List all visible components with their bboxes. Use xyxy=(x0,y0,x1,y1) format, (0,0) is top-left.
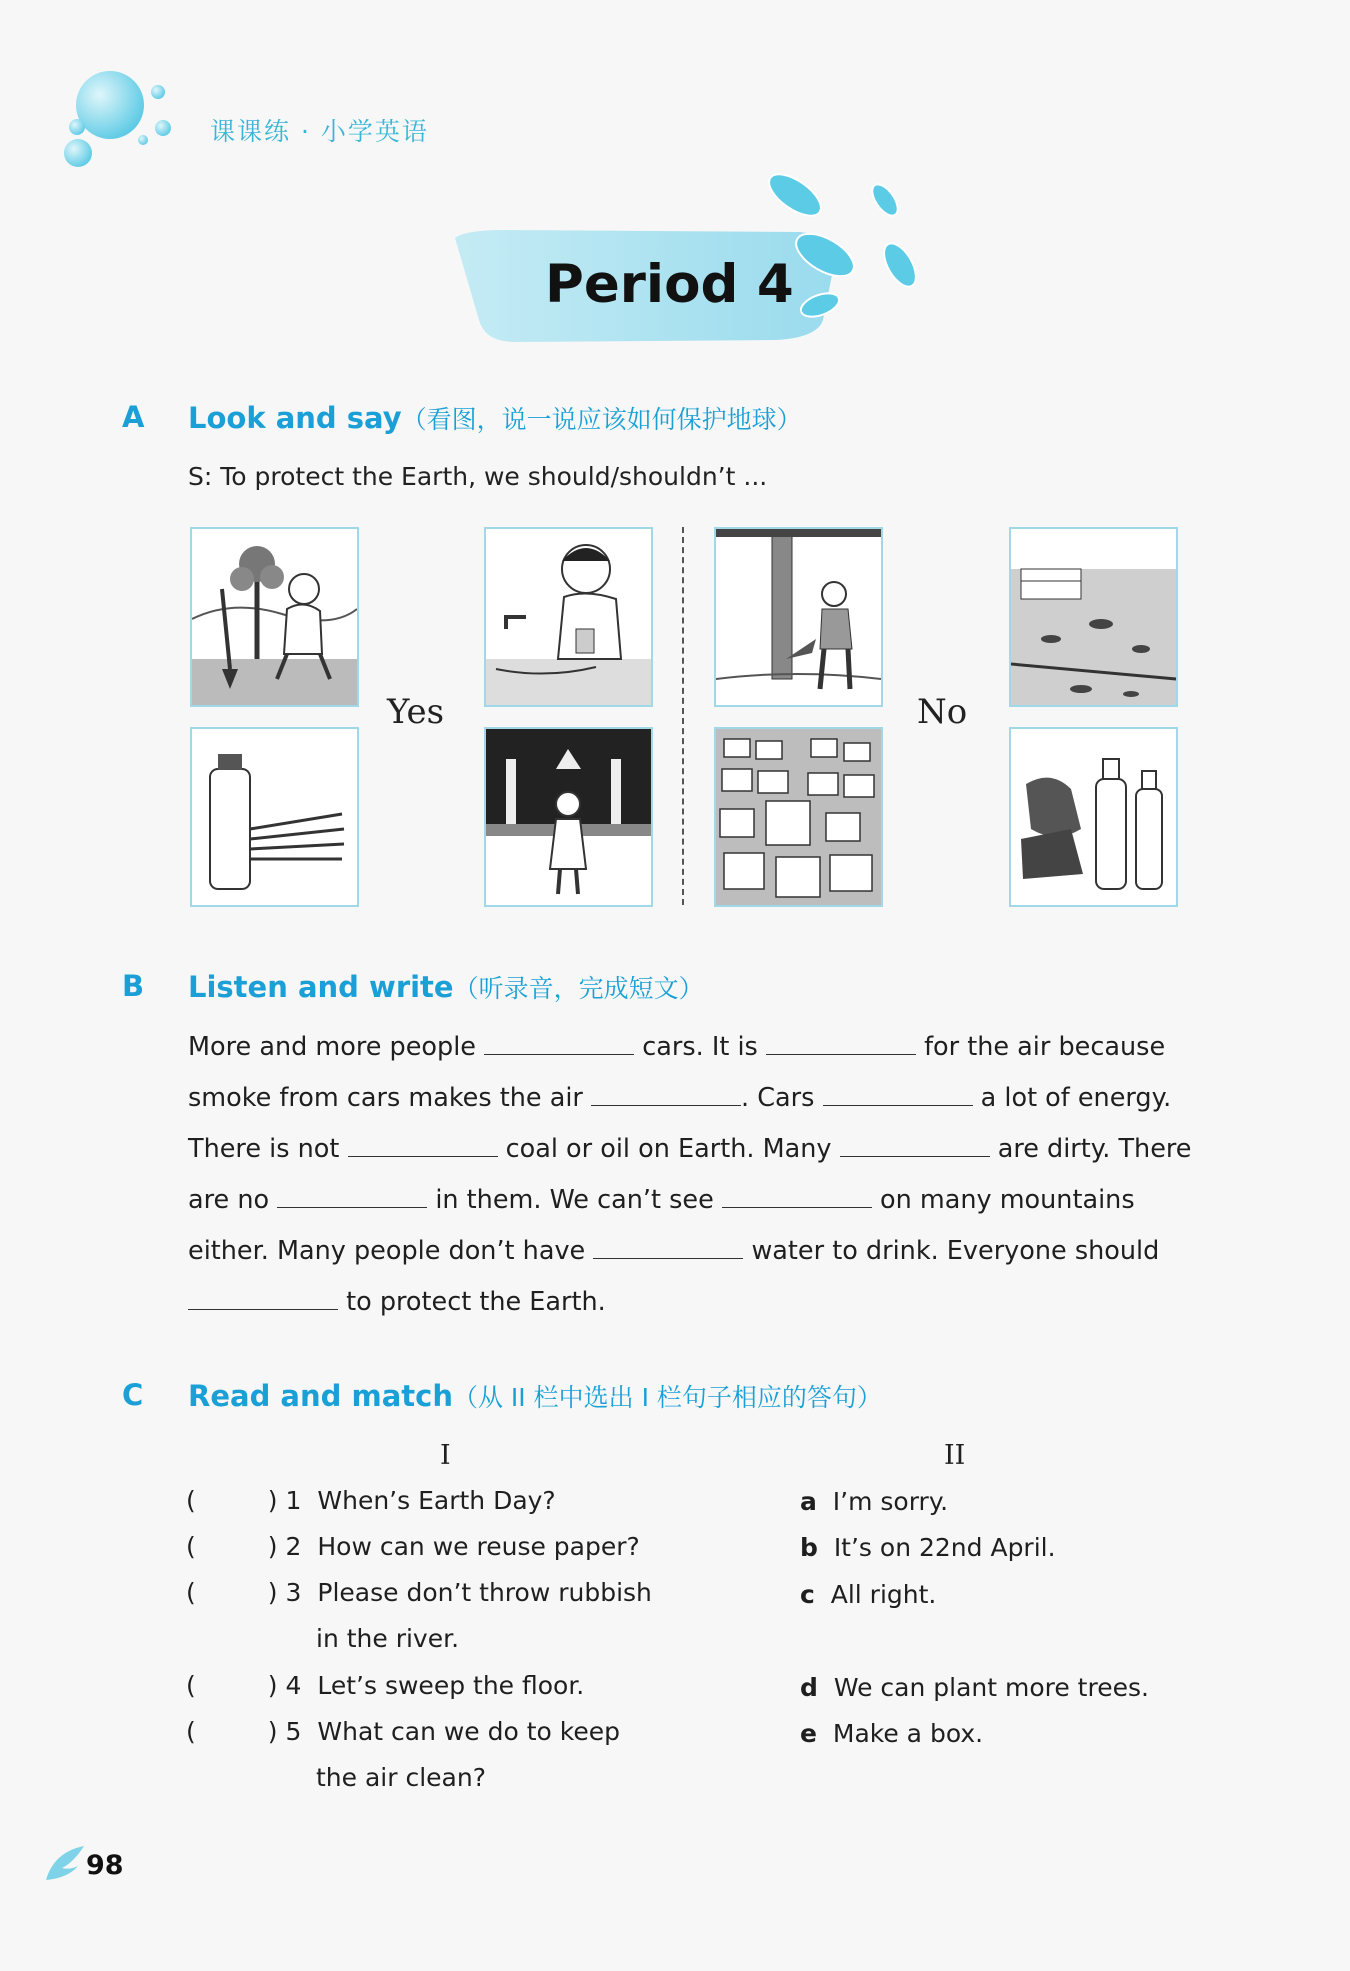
answer-letter: d xyxy=(800,1673,818,1702)
question-text: When’s Earth Day? xyxy=(317,1486,556,1515)
text-segment: water to drink. Everyone should xyxy=(751,1236,1160,1266)
text-segment: are dirty. There xyxy=(997,1134,1192,1164)
answer-blank[interactable] xyxy=(840,1138,990,1157)
text-segment: for the air because xyxy=(924,1032,1166,1062)
text-segment: . Cars xyxy=(741,1083,815,1113)
question-text: How can we reuse paper? xyxy=(317,1532,640,1561)
section-a-title-cn: （看图，说一说应该如何保护地球） xyxy=(401,405,802,434)
picture-cutting-tree xyxy=(714,527,883,707)
section-c-letter: C xyxy=(122,1378,144,1412)
answer-text: It’s on 22nd April. xyxy=(833,1533,1056,1562)
answer-text: Make a box. xyxy=(832,1719,984,1748)
answer-text: All right. xyxy=(830,1580,937,1609)
text-segment: There is not xyxy=(188,1134,340,1164)
yes-no-divider xyxy=(682,527,684,905)
text-segment: on many mountains xyxy=(880,1185,1135,1215)
text-segment: cars. It is xyxy=(642,1032,758,1062)
question-text: Please don’t throw rubbish xyxy=(317,1578,652,1607)
paragraph-line-2 xyxy=(188,1083,1171,1113)
answer-blank[interactable] xyxy=(722,1189,872,1208)
question-continuation: the air clean? xyxy=(316,1763,486,1792)
question-text: Let’s sweep the floor. xyxy=(317,1671,585,1700)
question-number: ) 1 xyxy=(267,1486,302,1515)
picture-traffic-jam xyxy=(714,727,883,907)
section-b-title-cn: （听录音，完成短文） xyxy=(453,974,704,1003)
question-row xyxy=(186,1717,620,1746)
answer-blank[interactable] xyxy=(593,1240,743,1259)
period-title: Period 4 xyxy=(545,254,794,315)
answer-blank[interactable] xyxy=(484,1036,634,1055)
paragraph-line-5 xyxy=(188,1236,1159,1266)
paragraph-line-3 xyxy=(188,1134,1192,1164)
answer-blank[interactable] xyxy=(766,1036,916,1055)
answer-text: I’m sorry. xyxy=(832,1487,949,1516)
picture-littered-park xyxy=(1009,527,1178,707)
section-c-title-en: Read and match xyxy=(188,1379,453,1413)
question-text: What can we do to keep xyxy=(317,1717,621,1746)
column-ii-header: II xyxy=(944,1440,966,1471)
answer-letter: e xyxy=(800,1719,817,1748)
text-segment: in them. We can’t see xyxy=(435,1185,714,1215)
answer-blank[interactable] xyxy=(348,1138,498,1157)
question-number: ) 3 xyxy=(267,1578,302,1607)
section-b-letter: B xyxy=(122,969,145,1003)
section-c-title-cn: （从 II 栏中选出 I 栏句子相应的答句） xyxy=(452,1383,882,1412)
answer-bracket[interactable]: ( xyxy=(186,1532,196,1561)
picture-walking-night xyxy=(484,727,653,907)
answer-blank[interactable] xyxy=(188,1291,338,1310)
section-b-title xyxy=(188,969,704,1005)
question-row xyxy=(186,1671,584,1700)
answer-blank[interactable] xyxy=(823,1087,973,1106)
picture-saving-water xyxy=(484,527,653,707)
answer-bracket[interactable]: ( xyxy=(186,1671,196,1700)
no-label: No xyxy=(917,692,968,732)
answer-bracket[interactable]: ( xyxy=(186,1717,196,1746)
page-number: 98 xyxy=(86,1850,124,1881)
text-segment: More and more people xyxy=(188,1032,476,1062)
question-number: ) 4 xyxy=(267,1671,302,1700)
answer-letter: c xyxy=(800,1580,815,1609)
text-segment: either. Many people don’t have xyxy=(188,1236,586,1266)
book-series-title: 课课练 · 小学英语 xyxy=(210,117,429,146)
answer-row xyxy=(800,1533,1056,1562)
section-a-title xyxy=(188,400,802,436)
paragraph-line-4 xyxy=(188,1185,1135,1215)
question-number: ) 2 xyxy=(267,1532,302,1561)
section-b-title-en: Listen and write xyxy=(188,970,454,1004)
picture-planting-tree xyxy=(190,527,359,707)
answer-bracket[interactable]: ( xyxy=(186,1578,196,1607)
section-a-title-en: Look and say xyxy=(188,401,402,435)
column-i-header: I xyxy=(440,1440,451,1471)
paragraph-line-1 xyxy=(188,1032,1165,1062)
text-segment: smoke from cars makes the air xyxy=(188,1083,583,1113)
paragraph-line-6 xyxy=(188,1287,606,1317)
answer-bracket[interactable]: ( xyxy=(186,1486,196,1515)
question-continuation: in the river. xyxy=(316,1624,460,1653)
question-row xyxy=(186,1486,556,1515)
answer-row xyxy=(800,1580,936,1609)
answer-letter: b xyxy=(800,1533,818,1562)
answer-row xyxy=(800,1719,983,1748)
text-segment: coal or oil on Earth. Many xyxy=(505,1134,832,1164)
question-row xyxy=(186,1578,652,1607)
feather-icon xyxy=(44,1842,86,1882)
bubbles-decoration xyxy=(55,65,185,175)
picture-reusing-bottle xyxy=(190,727,359,907)
text-segment: are no xyxy=(188,1185,270,1215)
section-a-prompt: S: To protect the Earth, we should/shouldn’t ... xyxy=(188,462,768,491)
picture-plastic-waste xyxy=(1009,727,1178,907)
answer-blank[interactable] xyxy=(591,1087,741,1106)
section-c-title xyxy=(188,1378,882,1414)
answer-row xyxy=(800,1673,1149,1702)
answer-text: We can plant more trees. xyxy=(833,1673,1149,1702)
text-segment: a lot of energy. xyxy=(980,1083,1172,1113)
yes-label: Yes xyxy=(387,692,445,732)
answer-row xyxy=(800,1487,948,1516)
question-number: ) 5 xyxy=(267,1717,302,1746)
answer-letter: a xyxy=(800,1487,817,1516)
answer-blank[interactable] xyxy=(277,1189,427,1208)
text-segment: to protect the Earth. xyxy=(346,1287,606,1317)
question-row xyxy=(186,1532,640,1561)
section-a-letter: A xyxy=(122,400,145,434)
